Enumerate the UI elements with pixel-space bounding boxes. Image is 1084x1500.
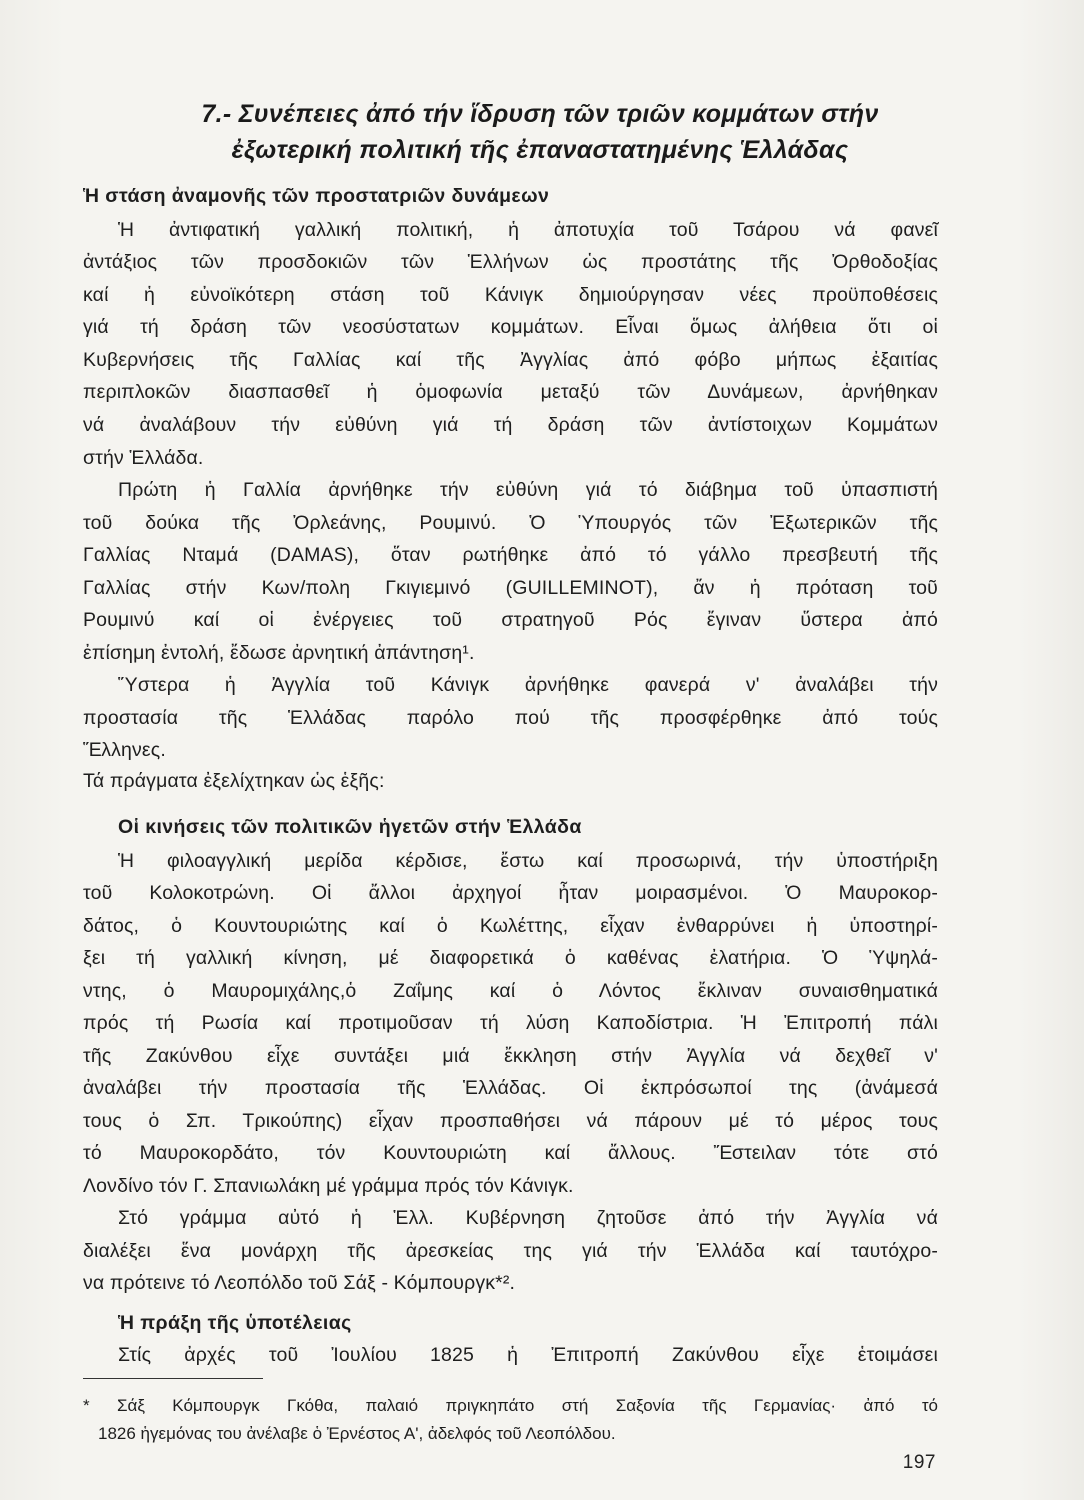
text-line: τους ὁ Σπ. Τρικούπης) εἶχαν προσπαθήσει νά πάρουν μέ τό μέρος τους xyxy=(83,1110,938,1132)
text-line: Πρώτη ἡ Γαλλία ἀρνήθηκε τήν εὐθύνη γιά τό διάβημα τοῦ ὑπασπιστή xyxy=(118,479,938,501)
text-line: νά ἀναλάβουν τήν εὐθύνη γιά τή δράση τῶν ἀντίστοιχων Κομμάτων xyxy=(83,414,938,436)
text-line: ἀντάξιος τῶν προσδοκιῶν τῶν Ἑλλήνων ὡς προστάτης τῆς Ὀρθοδοξίας xyxy=(83,251,938,273)
text-line: Ἡ ἀντιφατική γαλλική πολιτική, ἡ ἀποτυχία τοῦ Τσάρου νά φανεῖ xyxy=(118,219,938,241)
text-line: ξει τή γαλλική κίνηση, μέ διαφορετικά ὁ καθένας ἐλατήρια. Ὁ Ὑψηλά- xyxy=(83,947,938,969)
text-line: Τά πράγματα ἐξελίχτηκαν ὡς ἑξῆς: xyxy=(83,770,385,792)
text-line: Γαλλίας στήν Κων/πολη Γκιγιεμινό (GUILLEMINOT), ἄν ἡ πρόταση τοῦ xyxy=(83,577,938,599)
text-line: Κυβερνήσεις τῆς Γαλλίας καί τῆς Ἀγγλίας ἀπό φόβο μήπως ἐξαιτίας xyxy=(83,349,938,371)
text-line: διαλέξει ἕνα μονάρχη τῆς ἀρεσκείας της γιά τήν Ἑλλάδα καί ταυτόχρο- xyxy=(83,1240,938,1262)
section-heading: Ἡ στάση ἀναμονῆς τῶν προστατριῶν δυνάμεων xyxy=(83,185,550,207)
text-line: περιπλοκῶν διασπασθεῖ ἡ ὁμοφωνία μεταξύ τῶν Δυνάμεων, ἀρνήθηκαν xyxy=(83,381,938,403)
footnote-line: 1826 ἡγεμόνας του ἀνέλαβε ὁ Ἐρνέστος Α', ἀδελφός τοῦ Λεοπόλδου. xyxy=(98,1424,616,1443)
text-line: γιά τή δράση τῶν νεοσύστατων κομμάτων. Εἶναι ὅμως ἀλήθεια ὅτι οἱ xyxy=(83,316,938,338)
chapter-title-line-2: ἐξωτερική πολιτική τῆς ἐπαναστατημένης Ἑλλάδας xyxy=(231,136,849,164)
text-line: καί ἡ εὐνοϊκότερη στάση τοῦ Κάνιγκ δημιούργησαν νέες προϋποθέσεις xyxy=(83,284,938,306)
section-heading: Ἡ πράξη τῆς ὑποτέλειας xyxy=(118,1312,352,1334)
section-heading: Οἱ κινήσεις τῶν πολιτικῶν ἡγετῶν στήν Ἑλλάδα xyxy=(118,816,582,838)
text-line: Ρουμινύ καί οἱ ἐνέργειες τοῦ στρατηγοῦ Ρός ἔγιναν ὕστερα ἀπό xyxy=(83,609,938,631)
text-line: τῆς Ζακύνθου εἶχε συντάξει μιά ἔκκληση στήν Ἀγγλία νά δεχθεῖ ν' xyxy=(83,1045,938,1067)
text-line: δάτος, ὁ Κουντουριώτης καί ὁ Κωλέττης, εἶχαν ἐνθαρρύνει ἡ ὑποστηρί- xyxy=(83,915,938,937)
text-line: Στίς ἀρχές τοῦ Ἰουλίου 1825 ἡ Ἐπιτροπή Ζακύνθου εἶχε ἑτοιμάσει xyxy=(118,1344,938,1366)
footnote-line: * Σάξ Κόμπουργκ Γκόθα, παλαιό πριγκηπάτο στή Σαξονία τῆς Γερμανίας· ἀπό τό xyxy=(83,1396,938,1415)
page-number: 197 xyxy=(902,1452,936,1473)
text-line: Λονδίνο τόν Γ. Σπανιωλάκη μέ γράμμα πρός τόν Κάνιγκ. xyxy=(83,1175,574,1197)
text-line: τοῦ Κολοκοτρώνη. Οἱ ἄλλοι ἀρχηγοί ἦταν μοιρασμένοι. Ὁ Μαυροκορ- xyxy=(83,882,938,904)
chapter-title xyxy=(100,96,980,168)
text-line: Στό γράμμα αὐτό ἡ Ἑλλ. Κυβέρνηση ζητοῦσε ἀπό τήν Ἀγγλία νά xyxy=(118,1207,938,1229)
text-line: Γαλλίας Νταμά (DAMAS), ὅταν ρωτήθηκε ἀπό τό γάλλο πρεσβευτή τῆς xyxy=(83,544,938,566)
text-line: τό Μαυροκορδάτο, τόν Κουντουριώτη καί ἄλλους. Ἔστειλαν τότε στό xyxy=(83,1142,938,1164)
text-line: Ὕστερα ἡ Ἀγγλία τοῦ Κάνιγκ ἀρνήθηκε φανερά ν' ἀναλάβει τήν xyxy=(118,674,938,696)
text-line: ντης, ὁ Μαυρομιχάλης,ὁ Ζαΐμης καί ὁ Λόντος ἔκλιναν συναισθηματικά xyxy=(83,980,938,1002)
text-line: να πρότεινε τό Λεοπόλδο τοῦ Σάξ - Κόμπουργκ*². xyxy=(83,1272,516,1294)
text-line: στήν Ἑλλάδα. xyxy=(83,447,204,469)
text-line: ἀναλάβει τήν προστασία τῆς Ἑλλάδας. Οἱ ἐκπρόσωποί της (ἀνάμεσά xyxy=(83,1077,938,1099)
text-line: τοῦ δούκα τῆς Ὀρλεάνης, Ρουμινύ. Ὁ Ὑπουργός τῶν Ἐξωτερικῶν τῆς xyxy=(83,512,938,534)
footnote-rule xyxy=(83,1378,263,1379)
text-line: προστασία τῆς Ἑλλάδας παρόλο πού τῆς προσφέρθηκε ἀπό τούς xyxy=(83,707,938,729)
text-line: Ἡ φιλοαγγλική μερίδα κέρδισε, ἔστω καί προσωρινά, τήν ὑποστήριξη xyxy=(118,850,938,872)
text-line: Ἕλληνες. xyxy=(83,739,166,761)
chapter-title-line-1: 7.- Συνέπειες ἀπό τήν ἵδρυση τῶν τριῶν κομμάτων στήν xyxy=(201,100,879,128)
text-line: πρός τή Ρωσία καί προτιμοῦσαν τή λύση Καποδίστρια. Ἡ Ἐπιτροπή πάλι xyxy=(83,1012,938,1034)
text-line: ἐπίσημη ἐντολή, ἔδωσε ἀρνητική ἀπάντηση¹. xyxy=(83,642,475,664)
